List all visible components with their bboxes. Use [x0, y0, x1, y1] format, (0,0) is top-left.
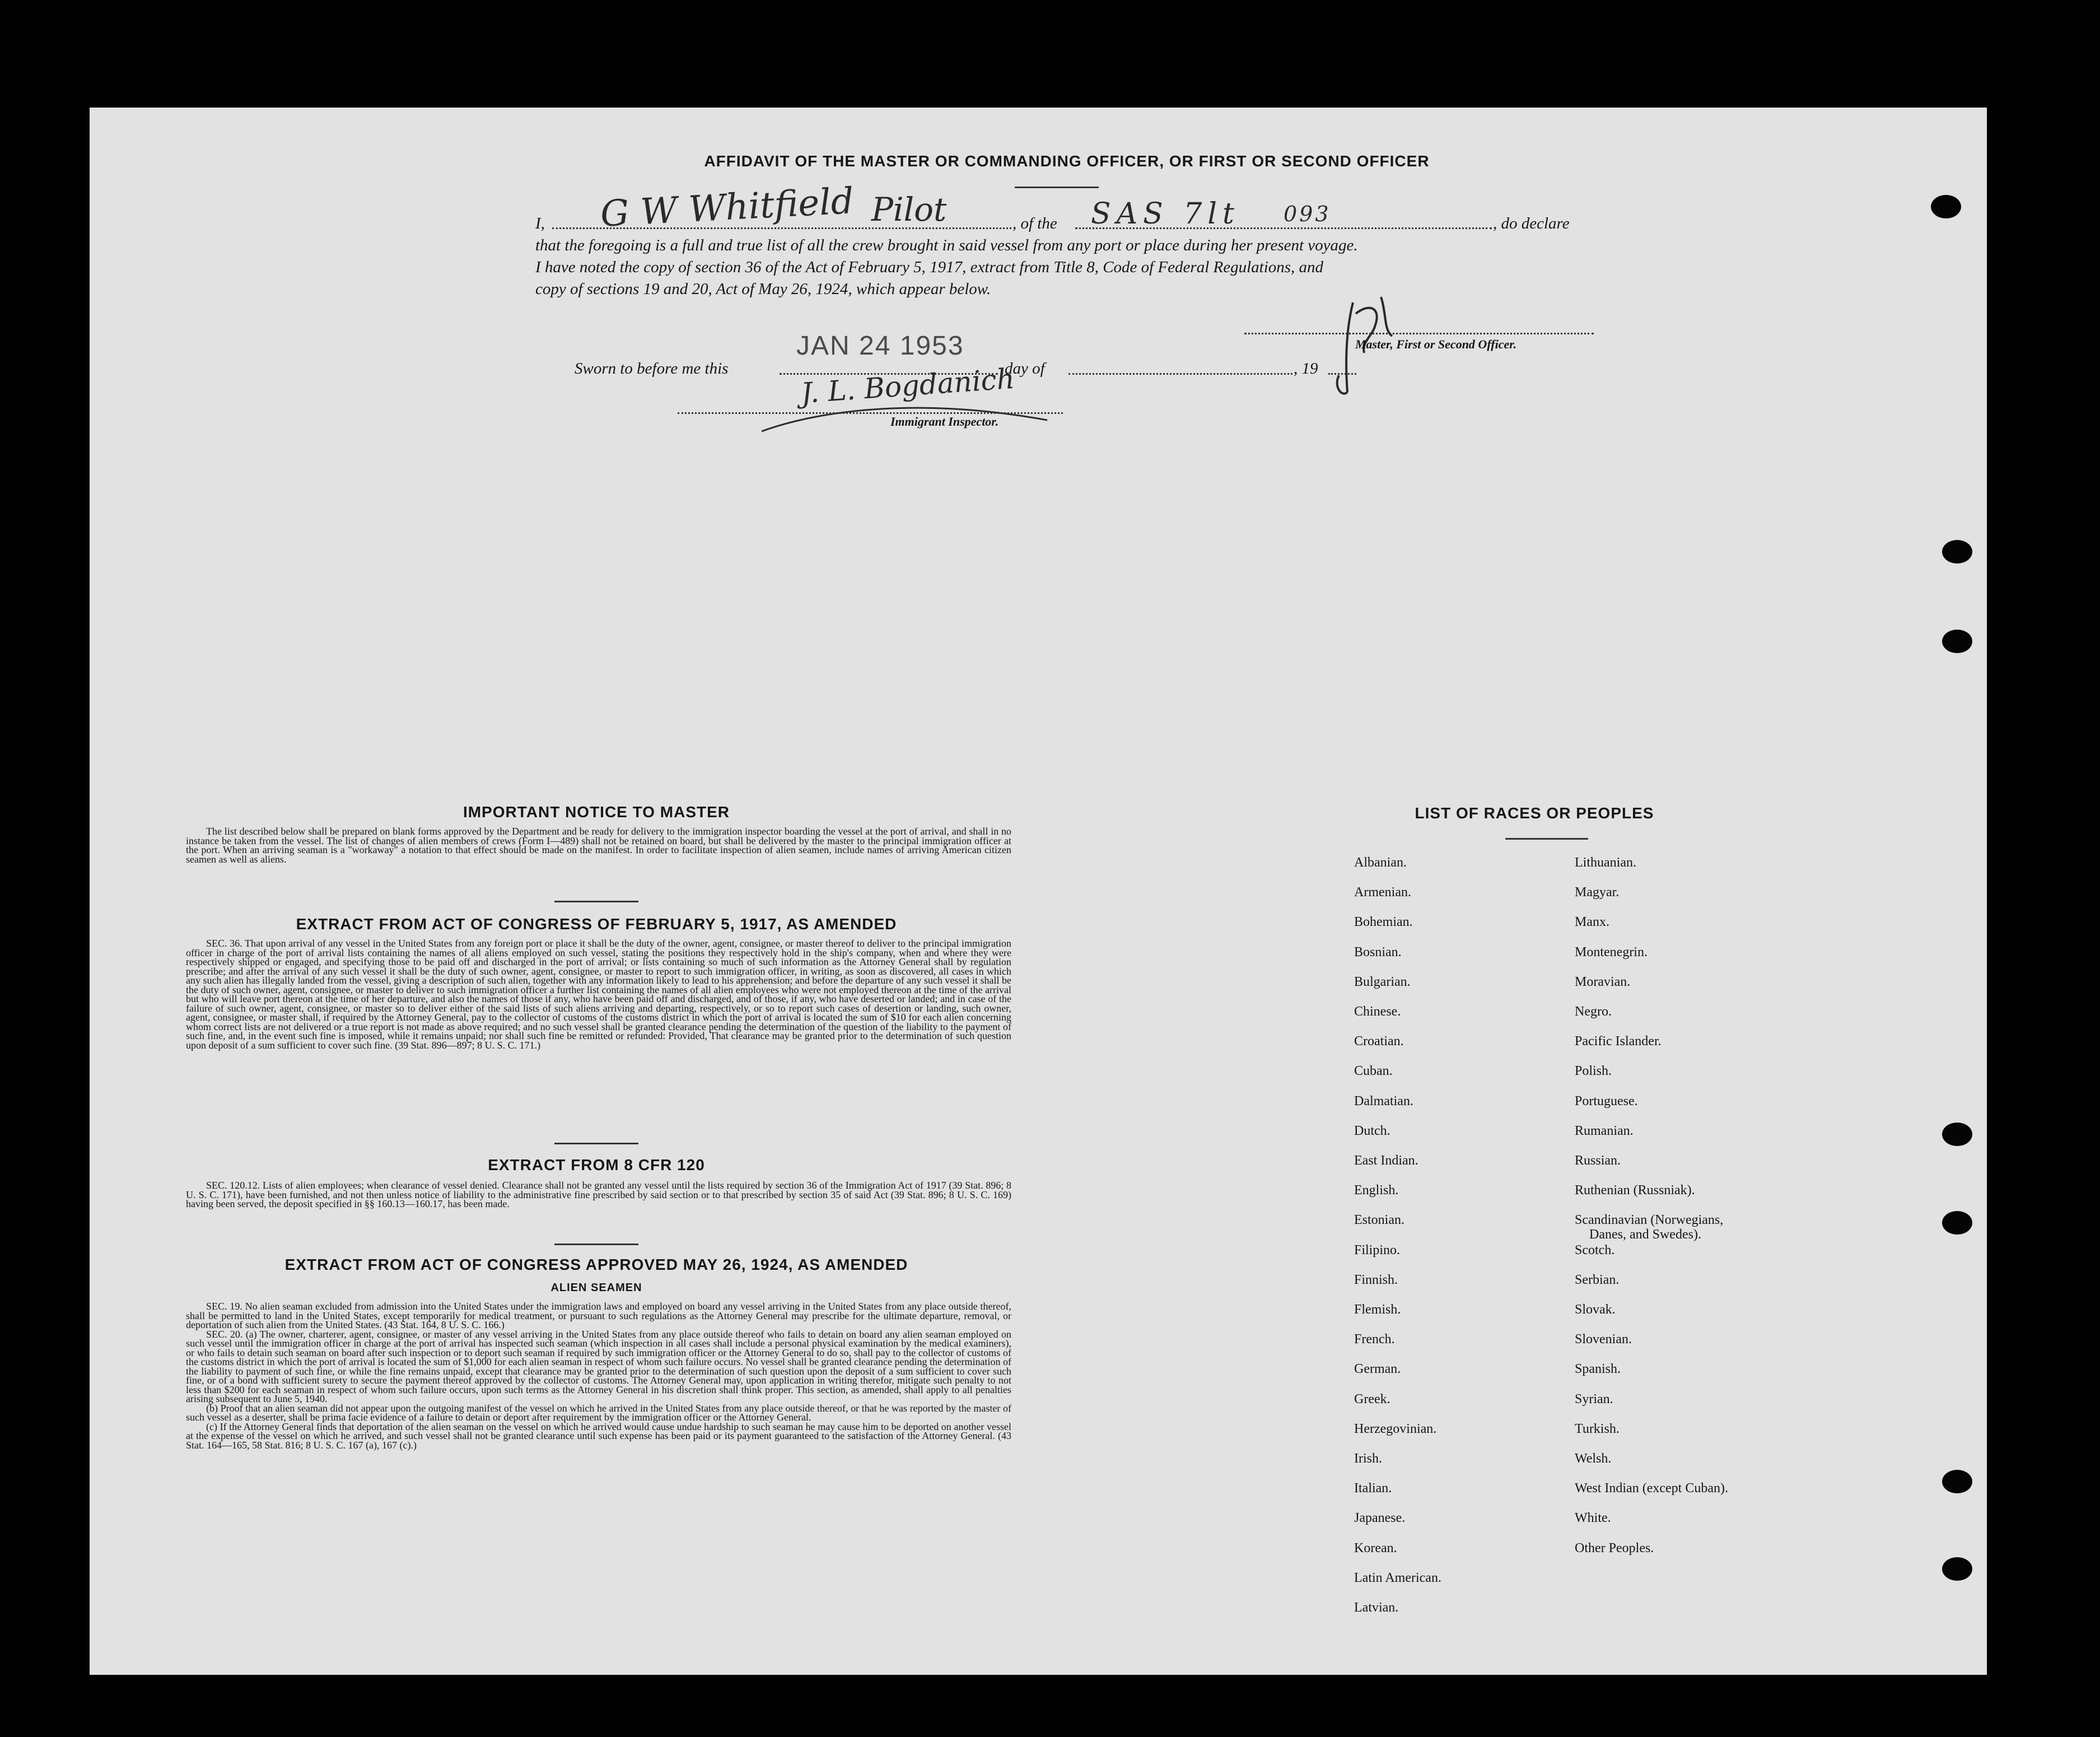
race-item: German.: [1354, 1362, 1401, 1377]
date-stamp: JAN 24 1953: [796, 331, 964, 361]
affidavit-line4: copy of sections 19 and 20, Act of May 26, 1924, which appear below.: [535, 280, 991, 298]
sworn-year-blank: [1328, 373, 1356, 375]
officer-signature-line: [1244, 333, 1594, 334]
sec-120-12-paragraph: SEC. 120.12. Lists of alien employees; when clearance of vessel denied. Clearance shall not be granted any vessel until the lists required by section 36 of the Immigration Act of 1917 (39 Stat. 896; 8 U. S. C. 171), have been furnished, and not then unless notice of liability to the administrative fine prescribed by said section or to that prescribed by section 35 of said Act (39 Stat. 896; 8 U. S. C. 169) having been served, the deposit specified in §§ 160.13—160.17, has been made.: [186, 1180, 1011, 1209]
sec-19-paragraph: SEC. 19. No alien seaman excluded from admission into the United States under the immigration laws and employed on board any vessel arriving in the United States from any place outside thereof, shall be permitted to land in the United States, except temporarily for medical treatment, or pursuant to such regulations as the Attorney General may prescribe for the ultimate departure, removal, or deportation of such alien from the United States. (43 Stat. 164, 8 U. S. C. 166.): [186, 1301, 1011, 1330]
notice-body: [186, 827, 1011, 864]
divider: [1015, 187, 1099, 188]
punch-hole: [1942, 630, 1972, 653]
race-item: Dalmatian.: [1354, 1093, 1413, 1109]
race-item: Turkish.: [1575, 1421, 1620, 1436]
affidavit-line1-prefix: I,: [535, 215, 545, 232]
affidavit-line1-of-the: , of the: [1012, 215, 1057, 232]
race-item: Irish.: [1354, 1451, 1382, 1466]
officer-caption: Master, First or Second Officer.: [1355, 337, 1517, 351]
race-item: Greek.: [1354, 1391, 1390, 1407]
race-item: Japanese.: [1354, 1511, 1406, 1526]
affidavit-line3: I have noted the copy of section 36 of the Act of February 5, 1917, extract from Title 8, Code of Federal Regulations, and: [535, 258, 1324, 276]
race-item: Estonian.: [1354, 1213, 1404, 1228]
divider: [554, 1244, 638, 1245]
race-item: East Indian.: [1354, 1153, 1418, 1168]
race-item: Latvian.: [1354, 1600, 1399, 1615]
race-item: Manx.: [1575, 915, 1609, 930]
divider: [554, 901, 638, 902]
races-title: LIST OF RACES OR PEOPLES: [1415, 804, 1654, 822]
race-item: Serbian.: [1575, 1272, 1620, 1287]
race-item: Chinese.: [1354, 1004, 1401, 1019]
race-item: Bohemian.: [1354, 915, 1413, 930]
divider: [1505, 838, 1588, 840]
divider: [554, 1143, 638, 1144]
sworn-day-of: day of: [1005, 360, 1045, 378]
race-item: Flemish.: [1354, 1302, 1401, 1317]
race-item: Ruthenian (Russniak).: [1575, 1183, 1695, 1198]
punch-hole: [1942, 1470, 1972, 1493]
race-item: Danes, and Swedes).: [1589, 1227, 1701, 1242]
race-item: Magyar.: [1575, 885, 1620, 900]
sec-20b-paragraph: (b) Proof that an alien seaman did not appear upon the outgoing manifest of the vessel on which he arrived in the United States from any place outside thereof, or that he was reported by the master of such vessel as a deserter, shall be prima facie evidence of a failure to detain or deport after requirement by the immigration officer or the Attorney General.: [186, 1402, 1011, 1423]
inspector-signature-line: [678, 412, 1063, 414]
race-item: Filipino.: [1354, 1242, 1401, 1258]
race-item: Albanian.: [1354, 855, 1407, 870]
race-item: Other Peoples.: [1575, 1540, 1654, 1556]
race-item: Armenian.: [1354, 885, 1411, 900]
race-item: Lithuanian.: [1575, 855, 1636, 870]
race-item: Korean.: [1354, 1540, 1397, 1556]
handwritten-name: G W Whitfield: [599, 180, 855, 235]
inspector-signature: J. L. Bogdanich: [800, 362, 1016, 410]
race-item: Finnish.: [1354, 1272, 1398, 1287]
extract-1917-body: [186, 939, 1011, 1050]
handwritten-number: 093: [1284, 202, 1331, 226]
race-item: Russian.: [1575, 1153, 1621, 1168]
race-item: Pacific Islander.: [1575, 1034, 1662, 1049]
sworn-prefix: Sworn to before me this: [575, 360, 729, 378]
race-item: Rumanian.: [1575, 1123, 1634, 1138]
sworn-year: , 19: [1294, 360, 1318, 378]
race-item: Herzegovinian.: [1354, 1421, 1437, 1436]
race-item: Spanish.: [1575, 1362, 1621, 1377]
notice-title: IMPORTANT NOTICE TO MASTER: [463, 803, 730, 821]
sec-20c-paragraph: (c) If the Attorney General finds that deportation of the alien seaman on the vessel on which he arrived would cause undue hardship to such seaman he may cause him to be deported on another vessel at the expense of the vessel on which he arrived, and such vessel shall not be granted clearance until such expense has been paid or its payment guaranteed to the satisfaction of the Attorney General. (43 Stat. 164—165, 58 Stat. 816; 8 U. S. C. 167 (a), 167 (c).): [186, 1421, 1011, 1451]
race-item: White.: [1575, 1511, 1611, 1526]
extract-cfr-body: [186, 1181, 1011, 1209]
inspector-caption: Immigrant Inspector.: [890, 415, 999, 429]
handwritten-vessel: SAS 7lt: [1091, 197, 1240, 231]
race-item: Moravian.: [1575, 974, 1631, 989]
race-item: Scandinavian (Norwegians,: [1575, 1213, 1724, 1228]
race-item: Bulgarian.: [1354, 974, 1411, 989]
race-item: Welsh.: [1575, 1451, 1612, 1466]
punch-hole: [1942, 1557, 1972, 1581]
race-item: Syrian.: [1575, 1391, 1613, 1407]
extract-1924-title: EXTRACT FROM ACT OF CONGRESS APPROVED MAY 26, 1924, AS AMENDED: [284, 1256, 908, 1273]
race-item: Italian.: [1354, 1481, 1392, 1496]
alien-seamen-subtitle: ALIEN SEAMEN: [550, 1282, 642, 1294]
punch-hole: [1942, 1211, 1972, 1235]
affidavit-line1-suffix: , do declare: [1493, 215, 1570, 232]
punch-hole: [1942, 540, 1972, 564]
race-item: Polish.: [1575, 1064, 1612, 1079]
affidavit-title: AFFIDAVIT OF THE MASTER OR COMMANDING OFFICER, OR FIRST OR SECOND OFFICER: [704, 152, 1430, 170]
sworn-month-blank: [1068, 373, 1292, 375]
race-item: Scotch.: [1575, 1242, 1615, 1258]
race-item: French.: [1354, 1332, 1395, 1347]
race-item: Slovak.: [1575, 1302, 1616, 1317]
sec-36-paragraph: SEC. 36. That upon arrival of any vessel in the United States from any foreign port or place it shall be the duty of the owner, agent, consignee, or master thereof to deliver to the principal immigration officer in charge of the port of arrival lists containing the names of all aliens employed on such vessel, stating the positions they respectively hold in the ship's company, when and where they were respectively shipped or engaged, and specifying those to be paid off and discharged in the port of arrival; or lists containing so much of such information as the Attorney General shall by regulation prescribe; and after the arrival of any such vessel it shall be the duty of such owner, agent, consignee, or master to report to such immigration officer, in writing, as soon as discovered, all cases in which any such alien has illegally landed from the vessel, giving a description of such alien, together with any information likely to lead to his apprehension; and before the departure of any such vessel it shall be the duty of such owner, agent, consignee, or master to deliver to such immigration officer a further list containing the names of all alien employees who were not employed thereon at the time of the arrival but who will leave port thereon at the time of her departure, and also the names of those if any, who have been paid off and discharged, and of those, if any, who have deserted or landed; and in case of the failure of such owner, agent, consignee, or master so to deliver either of the said lists of such aliens arriving and departing, respectively, or so to report such cases of desertion or landing, such owner, agent, consignee, or master shall, if required by the Attorney General, pay to the collector of customs of the customs district in which the port of arrival is located the sum of $10 for each alien concerning whom correct lists are not delivered or a true report is not made as above required; and no such vessel shall be granted clearance pending the determination of the question of the liability to the payment of such fine, and, in the event such fine is imposed, while it remains unpaid; nor shall such fine be remitted or refunded: Provided, That clearance may be granted prior to the determination of such question upon deposit of a sum sufficient to cover such fine. (39 Stat. 896—897; 8 U. S. C. 171.): [186, 938, 1011, 1051]
race-item: Bosnian.: [1354, 944, 1402, 960]
notice-paragraph: The list described below shall be prepared on blank forms approved by the Department and be ready for delivery to the immigration inspector boarding the vessel at the port of arrival, and shall in no instance be taken from the vessel. The list of changes of alien members of crews (Form I—489) shall not be retained on board, but shall be delivered by the master to the principal immigration officer at the port. When an arriving seaman is a "workaway" a notation to that effect should be made on the manifest. In order to facilitate inspection of alien seamen, include names of arriving American citizen seamen as well as aliens.: [186, 826, 1011, 865]
race-item: Montenegrin.: [1575, 944, 1648, 960]
sec-20a-paragraph: SEC. 20. (a) The owner, charterer, agent, consignee, or master of any vessel arriving in the United States from any place outside thereof who fails to detain on board any alien seaman employed on such vessel until the immigration officer in charge at the port of arrival has inspected such seaman (which inspection in all cases shall include a personal physical examination by the medical examiners), or who fails to detain such seaman on board after such inspection or to deport such seaman if required by such immigration officer or the Attorney General to do so, shall pay to the collector of customs of the customs district in which the port of arrival is located the sum of $1,000 for each alien seaman in respect of whom such failure occurs. No vessel shall be granted clearance pending the determination of the liability to payment of such fine, or while the fine remains unpaid, except that clearance may be granted prior to the determination of such question upon the deposit of a sum sufficient to cover such fine, or of a bond with sufficient surety to secure the payment thereof approved by the collector of customs. The Attorney General may, upon application in writing therefor, mitigate such penalty to not less than $200 for each seaman in respect of whom such failure occurs, upon such terms as the Attorney General in his discretion shall think proper. This section, as amended, shall apply to all penalties arising subsequent to June 5, 1940.: [186, 1328, 1011, 1404]
race-item: Cuban.: [1354, 1064, 1393, 1079]
race-item: English.: [1354, 1183, 1399, 1198]
race-item: West Indian (except Cuban).: [1575, 1481, 1728, 1496]
extract-cfr-title: EXTRACT FROM 8 CFR 120: [488, 1156, 705, 1173]
affidavit-line2: that the foregoing is a full and true list of all the crew brought in said vessel from any port or place during her present voyage.: [535, 236, 1358, 254]
race-item: Negro.: [1575, 1004, 1612, 1019]
race-item: Latin American.: [1354, 1570, 1441, 1585]
race-item: Dutch.: [1354, 1123, 1390, 1138]
race-item: Portuguese.: [1575, 1093, 1638, 1109]
handwritten-rank: Pilot: [871, 190, 947, 229]
punch-hole: [1942, 1123, 1972, 1146]
extract-1917-title: EXTRACT FROM ACT OF CONGRESS OF FEBRUARY 5, 1917, AS AMENDED: [296, 915, 897, 933]
race-item: Slovenian.: [1575, 1332, 1632, 1347]
race-item: Croatian.: [1354, 1034, 1404, 1049]
punch-hole: [1931, 195, 1961, 218]
extract-1924-body: [186, 1302, 1011, 1450]
